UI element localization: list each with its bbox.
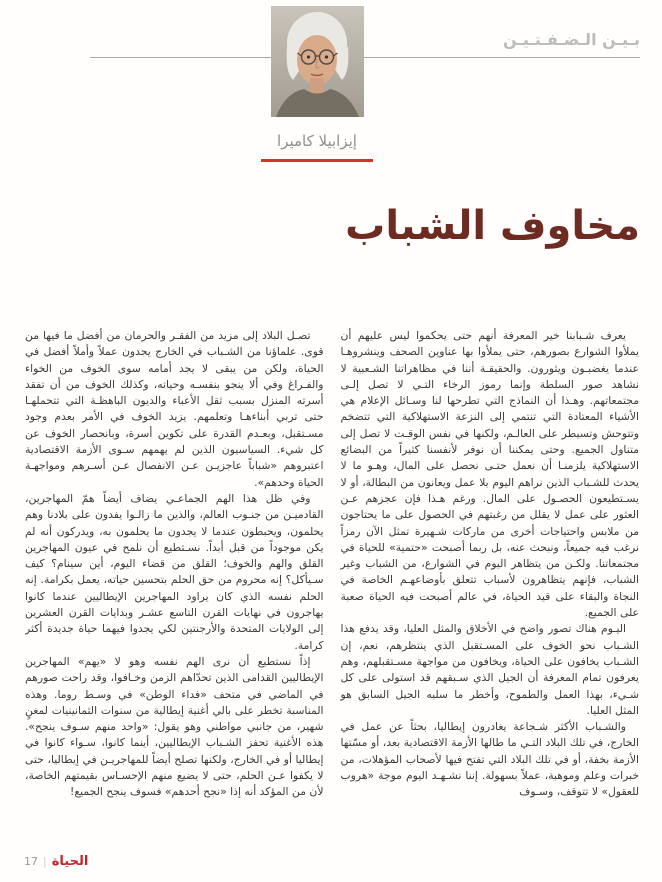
article-paragraph: اليـوم هناك تصور واضح في الأخلاق والمثل العليا، وقد يدفع هذا الشـباب نحو الخوف على المسـتقبل الذي ينتظرهم، نعم، إن الشـباب يخافون على الحياة، ويخافون من مواجهة مسـتقبلهم، وهم يعرفون تمام المعرفة أن الجيل الذي سـبقهم قد استولى على كل شـيء، بهذا العمل والطموح، وأخطر ما سلبه الجيل السابق هو المثل العليا. [340, 622, 639, 717]
column-right [341, 328, 640, 838]
article-paragraph: والشـباب الأكثر شـجاعة يغادرون إيطاليا، بحثاً عن عمل في الخارج، في تلك البلاد التـي ما طالها الأزمة الاقتصادية بعد، أو مسّتها الأزمة بخفة، أو في تلك البلاد التي تفتح فيها لأصحاب المؤهلات، من خبرات وعلم وموهبة، عملاً بسهولة. إننا نشـهـد اليوم موجة «هروب للعقول» لا تتوقف، وسـوف [340, 720, 639, 799]
portrait-image [271, 6, 364, 117]
page-footer [24, 854, 88, 869]
column-left [25, 328, 324, 838]
article-headline: مخاوف الشباب [345, 203, 640, 249]
section-title: بـيـن الـضـفـتـيـن [502, 30, 640, 49]
byline [232, 131, 402, 162]
page-number: 17 [24, 855, 38, 868]
author-photo [271, 6, 364, 117]
header-rule [90, 57, 640, 58]
article-paragraph: يعرف شـبابنا خير المعرفة أنهم حتى يحكموا ليس عليهم أن يملأوا الشوارع بصورهم، حتى يملأوا بها عناوين الصحف وينشروهـا عندما يغضبـون ويثورون. والحقيقـة أننا في مظاهراتنا الشـعبية لا نشاهد صور السلطة وإنما رموز الرخاء التـي لا تصل إلـى مجتمعاتهم. وهـذا أن النماذج التي تطرحها لنا وسـائل الإعلام هي الأشياء المعتادة التي تنتمي إلى النزعة الاستهلاكية التي تتضخم وتتوحش وتسيطر على العالـم، ولكنها في نفس الوقـت لا تصل إلى متناول الجميع. وحتى يمكننا أن نوفر لأنفسنا كثيراً من البضائع الاستهلاكية يلزمنـا أن نعمل حتـى نحصل على المال، وهـو ما لا يحدث للشـباب الذين نراهم اليوم بلا عمل ويعانون من البطالة، أو لا يسـتطيعون الحصـول على المال. ورغم هـذا فإن عجزهم عـن العثور على عمل لا يقلل من رغبتهم في الحصول على ما يحتاجون من ملابس واحتياجات أخرى من ماركات شـهيرة تمثل الآن رمزاً نرغب فيه جميعاً، ونبحث عنه، بل ربما أصبحت «حتمية» للحياة في مجتمعاتنا. ولكـن من يتظاهر اليوم في الشوارع، من الشباب وغير الشباب، فإنهم يتظاهرون لأسباب تتعلق بأوضاعهـم الخاصة في النجاة والبقاء على قيد الحياة، في عالم أصبحت فيه الحياة صعبة على الجميع. [340, 329, 639, 620]
article-paragraph: تصـل البلاد إلى مزيد من الفقـر والحرمان من أفضل ما فيها من قوى. علماؤنا من الشـباب في الخارج يجدون عملاً وأملاً أفضل في الحياة، ولكن من يبقى لا يجد أمامه سوى الخوف من الخواء والفـراغ وفي ألا ينجو بنفسـه وحياته، وكذلك الخوف من أن تفقد أسرته المنزل بسبب ثقل الأعباء والديون الباهظـة التي تتحملهـا حتى تربي أبناءهـا وتعلمهم. يزيد الخوف في الأمر بعدم وجود مسـتقبل، وبعـدم القدرة على تكوين أسرة، وبانحصار الخوف عن كل شيء. السياسيون الذين لم يهمهم سـوى الأزمة الاقتصادية اعتبروهم «شباباً عاجزيـن عـن الانفصال عـن أسـرهم ومواجهـة الحياة وحدهم». [25, 329, 324, 489]
article-paragraph: إذاً نستطيع أن نرى الهم نفسه وهو لا «يهم» المهاجرين الإيطاليين القدامى الذين تحدّاهم الزمن وخـافوا، وقد راحت صورهم في الماضي في متحف «فداء الوطن» في وسـط روما. وهذه المناسبة تخطر على بالي أغنية إيطالية من سنوات الثمانينيات لمغنٍ شهير، من جانبي مواطني وهو يقول: «واحد منهم سـوف ينجح». هذه الأغنية تحفز الشـباب الإيطاليين، أينما كانوا، سـواء كانوا في إيطاليا أو في الخارج، ولكنها تصلح أيضاً للمهاجريـن في إيطاليا، حتى لا يكفوا عـن الحلم، حتى لا يضيع منهم الإحسـاس بقيمتهم الخاصة، لأن من المؤكد أنه إذا «نجح أحدهم» فسوف ينجح الجميع! [25, 654, 324, 799]
footer-separator: | [43, 855, 47, 868]
article-body [25, 328, 639, 838]
byline-accent-bar [261, 159, 373, 162]
newspaper-logo: الحياة [51, 854, 89, 869]
author-name: إيزابيلا كاميرا [277, 132, 357, 150]
article-paragraph: وفي ظل هذا الهم الجماعـي يضاف أيضاً همّ المهاجرين، القادميـن من جنـوب العالم، والذين ما زالـوا يفدون على بلادنا وهم يحلمون، ويحبطون عندما لا يجدون ما يحلمون به، ويدركون أنه لم يكن موجوداً من قبل أبداً. نسـتطيع أن نلمح في عيون المهاجرين القلق والهم والخوف؛ القلق من قضاء اليوم، أين سينام؟ كيف سـيأكل؟ إنه محروم من حق الحلم بتحسين حياته، يعمل بكرامة. إنه الحلم نفسه الذي كان يراود المهاجرين الإيطاليين عندما كانوا يهاجرون في نهايات القرن التاسع عشـر وبدايات القرن العشرين إلى الولايات المتحدة والأرجنتين لكي يجدوا فيهما حياة جديدة أكثر كرامة. [25, 491, 324, 652]
